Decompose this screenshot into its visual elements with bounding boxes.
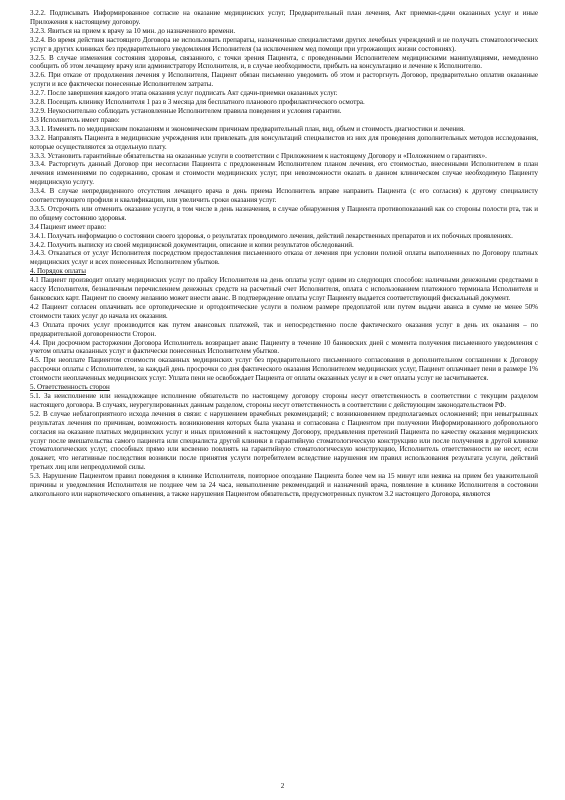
clause-paragraph: 3.2.7. После завершения каждого этапа оказания услуг подписать Акт сдачи-приемки оказанных услуг. <box>30 89 338 98</box>
clause-paragraph: 3.2.2. Подписывать Информированное согласие на оказание медицинских услуг, Предварительный план лечения, Акт приемки-сдачи оказанных услуг и иные Приложения к настоящему договору. <box>30 9 538 26</box>
page-number: 2 <box>280 782 285 790</box>
clause-paragraph: 3.4 Пациент имеет право: <box>30 222 107 231</box>
section-heading: 4. Порядок оплаты <box>30 267 86 276</box>
clause-paragraph: 3.4.1. Получать информацию о состоянии своего здоровья, о результатах проводимого лечения, действий лекарственных препаратов и их побочных проявлениях. <box>30 231 513 240</box>
section-heading: 5. Ответственность сторон <box>30 383 110 392</box>
clause-paragraph: 3.4.3. Отказаться от услуг Исполнителя посредством предоставления письменного отказа от лечения при условии полной оплаты выполненных по Договору платных медицинских услуг и всех понесенных Исполнителем убытков. <box>30 249 538 267</box>
clause-paragraph: 5.1. За неисполнение или ненадлежащее исполнение обязательств по настоящему договору стороны несут ответственность в соответствии с текущим разделом настоящего договора. В случаях, неурегулированных данным разделом, стороны несут ответственность в соответствии с действующим законодательством РФ. <box>30 391 538 409</box>
clause-paragraph: 4.5. При неоплате Пациентом стоимости оказанных медицинских услуг без предварительного письменного согласования в дополнительном соглашении к Договору рассрочки оплаты с Исполнителем, за каждый день просрочки со дня фактического оказания Исполнителем медицинских услуг, Пациент оплачивает пени в размере 1% стоимости неоплаченных медицинских услуг. Уплата пени не освобождает Пациента от оплаты оказанных услуг и в счет оплаты услуг не засчитывается. <box>30 356 538 383</box>
clause-paragraph: 3.2.8. Посещать клинику Исполнителя 1 раз в 3 месяца для бесплатного планового профилактического осмотра. <box>30 98 365 107</box>
clause-paragraph: 3.3.5. Отсрочить или отменить оказание услуги, в том числе в день назначения, в случае обнаружения у Пациента противопоказаний как со стороны полости рта, так и по общему состоянию здоровья. <box>30 204 538 222</box>
clause-paragraph: 3.2.3. Явиться на прием к врачу за 10 мин. до назначенного времени. <box>30 26 236 35</box>
clause-paragraph: 3.2.9. Неукоснительно соблюдать установленные Исполнителем правила поведения и условия гарантии. <box>30 106 342 115</box>
clause-paragraph: 3.2.5. В случае изменения состояния здоровья, связанного, с точки зрения Пациента, с проведенными Исполнителем медицинскими манипуляциями, немедленно сообщить об этом лечащему врачу или администратору Исполнителя, и, в случае необходимости, прибыть на консультацию и лечение к Исполнителю. <box>30 53 538 71</box>
clause-paragraph: 5.3. Нарушение Пациентом правил поведения в клинике Исполнителя, повторное опоздание Пациента более чем на 15 минут или неявка на прием без уважительной причины и уведомления Исполнителя не позднее чем за 24 часа, невыполнение рекомендаций и назначений врача, появление в клинике Исполнителя в состоянии алкогольного или наркотического опьянения, а также нарушения Пациентом обязательств, предусмотренных пунктом 3.2 настоящего Договора, являются <box>30 472 538 498</box>
clause-paragraph: 4.4. При досрочном расторжении Договора Исполнитель возвращает аванс Пациенту в течение 10 банковских дней с момента получения письменного уведомления с учетом оплаты оказанных услуг и фактически понесенных Исполнителем убытков. <box>30 338 538 356</box>
clause-paragraph: 3.3.2. Направлять Пациента в медицинские учреждения или привлекать для консультаций специалистов из них для проведения дополнительных методов исследования, которые осуществляются за отдельную плату. <box>30 133 538 151</box>
clause-paragraph: 3.2.6. При отказе от продолжения лечения у Исполнителя, Пациент обязан письменно уведомить об этом и расторгнуть Договор, предварительно оплатив оказанные услуги и все фактически понесенные Исполнителем затраты. <box>30 71 538 89</box>
clause-paragraph: 4.1 Пациент производит оплату медицинских услуг по прайсу Исполнителя на день оплаты услуг одним из следующих способов: наличными денежными средствами в кассу Исполнителя, безналичным перечислением денежных средств на расчетный счет Исполнителя, оплата с использованием платежного терминала Исполнителя и банковских карт. Пациент по своему желанию может внести аванс. В подтверждение оплаты услуг Пациенту выдается соответствующий фискальный документ. <box>30 276 538 302</box>
document-page-body <box>30 9 538 499</box>
clause-paragraph: 3.3 Исполнитель имеет право: <box>30 115 120 124</box>
clause-paragraph: 3.3.1. Изменять по медицинским показаниям и экономическим причинам предварительный план, вид, объем и стоимость диагностики и лечения. <box>30 124 465 133</box>
clause-paragraph: 3.3.4. В случае непредвиденного отсутствия лечащего врача в день приема Исполнитель вправе направить Пациента (с его согласия) к другому специалисту соответствующего профиля и квалификации, или увеличить сроки оказания услуг. <box>30 187 538 205</box>
clause-paragraph: 5.2. В случае неблагоприятного исхода лечения в связи: с нарушением врачебных рекомендаций; с возникновением предполагаемых осложнений; при невыгрышных результатах лечения по причинам, возможность возникновения которых была указана и согласована с Пациентом при получении Информированного добровольного согласия на оказание платных медицинских услуг и иных приложений к настоящему Договору, предъявления претензий Пациента по качеству оказания медицинских услуг после вмешательства самого пациента или специалиста другой клиники в гарантийную стоматологическую конструкцию или после получения в другой клинике стоматологических услуг, способных прямо или косвенно повлиять на гарантийную стоматологическую конструкцию, Исполнитель ответственности не несет, если докажет, что негативные последствия возникли после принятия услуги потребителем вследствие нарушения им правил использования результата услуги, действий третьих лиц или непреодолимой силы. <box>30 409 538 472</box>
clause-paragraph: 3.4.2. Получить выписку из своей медицинской документации, описание и копии результатов обследований. <box>30 240 354 249</box>
clause-paragraph: 3.3.3. Установить гарантийные обязательства на оказанные услуги в соответствии с Приложением к настоящему Договору и «Положением о гарантиях». <box>30 151 487 160</box>
clause-paragraph: 3.3.4. Расторгнуть данный Договор при несогласии Пациента с предложенным Исполнителем планом лечения, его стоимостью, внесенными Исполнителем в план лечения изменениями по содержанию, срокам и стоимости медицинских услуг, при невозможности оказать в данном клиническом случае необходимую Пациенту медицинскую услугу. <box>30 160 538 187</box>
clause-paragraph: 4.3 Оплата прочих услуг производится как путем авансовых платежей, так и непосредственно после фактического оказания услуг в день их оказания – по предварительной договоренности Сторон. <box>30 320 538 338</box>
clause-paragraph: 4.2 Пациент согласен оплачивать все ортопедические и ортодонтические услуги в полном размере предоплатой или путем выдачи аванса в сумме не менее 50% стоимости таких услуг до начала их оказания. <box>30 302 538 320</box>
clause-paragraph: 3.2.4. Во время действия настоящего Договора не использовать препараты, назначенные специалистами других лечебных учреждений и не получать стоматологических услуг в других клиниках без предварительного уведомления Исполнителя (за исключением мед помощи при угрожающих жизни состояниях). <box>30 35 538 53</box>
